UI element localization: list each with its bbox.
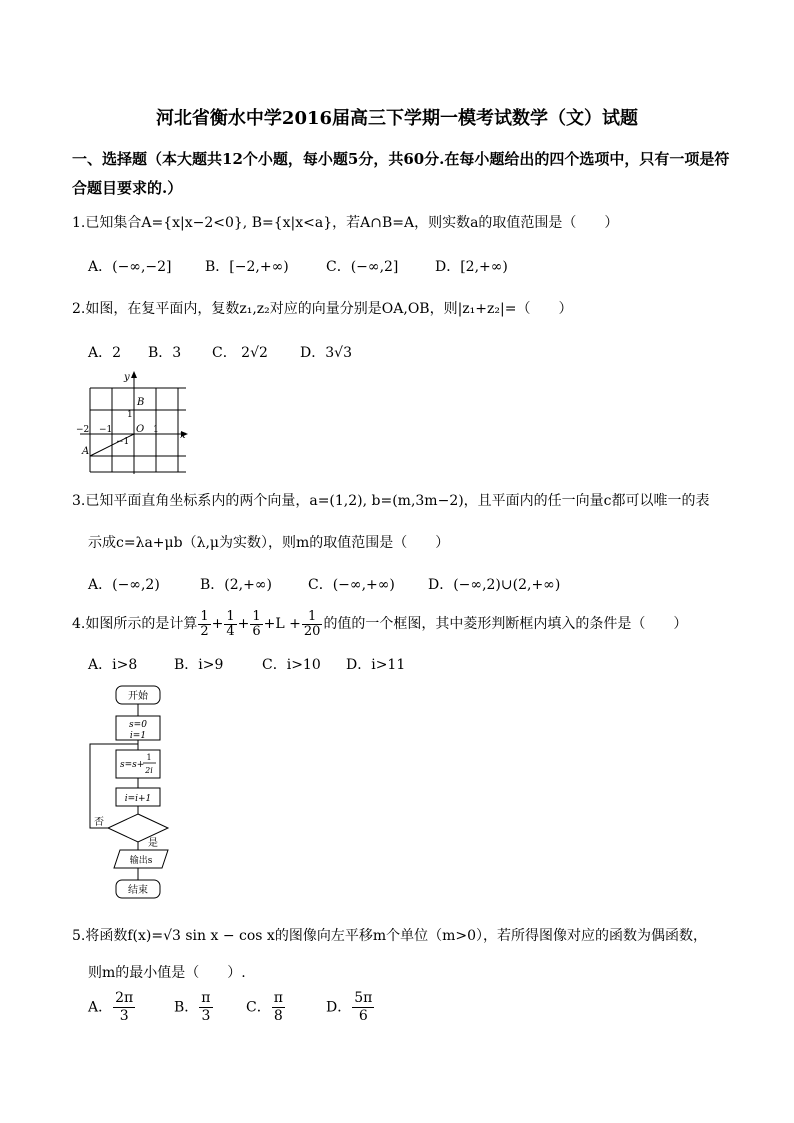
q5-option-c-num: π <box>273 990 283 1006</box>
question-3-line-1: 3.已知平面直角坐标系内的两个向量，a=(1,2), b=(m,3m−2)，且平面内的任一向量c都可以唯一的表 <box>72 493 710 509</box>
q5-option-b-label: B． <box>174 999 199 1016</box>
q1-option-c: C．(−∞,2] <box>326 259 399 275</box>
q5-option-d-den: 6 <box>358 1008 368 1024</box>
flow-start-label: 开始 <box>128 691 148 702</box>
q2-option-d-label: D． <box>300 345 326 361</box>
flow-update-num: 1 <box>146 753 152 762</box>
q5-option-d-label: D． <box>326 999 352 1016</box>
frac-1-20: $\frac{1}{20}$ <box>303 608 321 639</box>
flow-end-label: 结束 <box>128 885 148 896</box>
q4-option-c: C．i>10 <box>262 657 321 673</box>
question-1: 1.已知集合A={x|x−2<0}, B={x|x<a}，若A∩B=A，则实数a的取值范围是（ ） <box>72 215 619 231</box>
q2-option-d <box>300 342 352 362</box>
fig-point-a: A <box>82 446 90 457</box>
question-3-line-2: 示成c=λa+μb（λ,μ为实数），则m的取值范围是（ ） <box>88 535 450 551</box>
q1-option-a: A．(−∞,−2] <box>88 259 172 275</box>
q5-option-a-den: 3 <box>119 1008 129 1024</box>
fig-tick-1-y: 1 <box>127 410 133 420</box>
q5-option-d-frac <box>352 990 374 1025</box>
frac-1-2: $\frac{1}{2}$ <box>200 608 209 639</box>
q2-option-c <box>212 342 268 362</box>
q5-option-d-num: 5π <box>354 990 373 1006</box>
flow-update-lhs: s=s+ <box>120 760 145 770</box>
q2-option-c-value: 2√2 <box>241 345 268 361</box>
flow-update-den: 2i <box>145 766 153 775</box>
q2-option-b: B．3 <box>148 345 182 361</box>
fig-tick-neg2-x: −2 <box>76 425 90 435</box>
q3-option-c: C．(−∞,+∞) <box>308 577 395 593</box>
q4-prefix: 4.如图所示的是计算 <box>72 616 198 632</box>
frac-1-4: $\frac{1}{4}$ <box>226 608 235 639</box>
q5-option-a-num: 2π <box>115 990 134 1006</box>
q5-option-c-den: 8 <box>273 1008 283 1024</box>
q2-option-a: A．2 <box>88 345 122 361</box>
q3-option-a: A．(−∞,2) <box>88 577 160 593</box>
q4-option-b: B．i>9 <box>174 657 224 673</box>
q1-option-d: D．[2,+∞) <box>435 259 508 275</box>
q5-option-c-frac <box>272 990 285 1025</box>
flow-no-label: 否 <box>94 817 104 828</box>
q2-option-d-value: 3√3 <box>325 345 352 361</box>
flow-yes-label: 是 <box>148 838 158 849</box>
flow-init-s: s=0 <box>129 720 147 730</box>
q1-option-b: B．[−2,+∞) <box>205 259 289 275</box>
fig-tick-1-x: 1 <box>153 425 159 435</box>
fig-tick-neg1-y: −1 <box>116 437 130 447</box>
frac-1-6: $\frac{1}{6}$ <box>252 608 261 639</box>
q3-option-b: B．(2,+∞) <box>200 577 272 593</box>
q2-option-c-label: C． <box>212 345 237 361</box>
q5-option-c <box>246 990 286 1025</box>
question-2: 2.如图，在复平面内，复数z₁,z₂对应的向量分别是OA,OB，则|z₁+z₂|=（ ） <box>72 301 573 317</box>
fig-y-label: y <box>124 372 130 383</box>
flow-decision-diamond <box>108 814 168 842</box>
q4-option-d: D．i>11 <box>346 657 406 673</box>
fig-point-b: B <box>137 397 145 408</box>
complex-plane-figure <box>72 368 202 476</box>
q5-option-a-frac <box>113 990 135 1025</box>
q5-option-c-label: C． <box>246 999 271 1016</box>
fig-tick-neg1-x: −1 <box>99 425 113 435</box>
q5-option-b <box>174 990 214 1025</box>
flow-init-i: i=1 <box>129 731 147 741</box>
q5-option-a <box>88 990 136 1025</box>
q3-option-d: D．(−∞,2)∪(2,+∞) <box>428 577 561 593</box>
q4-option-a: A．i>8 <box>88 657 138 673</box>
flow-output-label: 输出s <box>129 856 153 866</box>
question-4: 4.如图所示的是计算 $\frac{1}{2}$ + $\frac{1}{4}$ + $\frac{1}{6}$ +L + $\frac{1}{20}$ 的值的一个框图，其中菱形判断框内填入的条件是（ ） <box>72 608 688 639</box>
question-5-line-2: 则m的最小值是（ ）. <box>88 965 246 981</box>
page-title: 河北省衡水中学2016届高三下学期一模考试数学（文）试题 <box>155 108 639 129</box>
question-5-line-1: 5.将函数f(x)=√3 sin x − cos x的图像向左平移m个单位（m>0），若所得图像对应的函数为偶函数， <box>72 928 708 944</box>
section-heading: 一、选择题（本大题共12个小题，每小题5分，共60分.在每小题给出的四个选项中，只有一项是符合题目要求的.） <box>72 150 730 197</box>
flow-increment-label: i=i+1 <box>124 794 152 804</box>
q5-option-a-label: A． <box>88 999 113 1016</box>
q5-option-b-den: 3 <box>201 1008 211 1024</box>
q5-option-d <box>326 990 375 1025</box>
fig-x-label: x <box>180 430 186 441</box>
flowchart-figure <box>86 684 186 906</box>
q4-suffix: 的值的一个框图，其中菱形判断框内填入的条件是（ ） <box>323 616 688 632</box>
q5-option-b-frac <box>199 990 212 1025</box>
fig-origin: O <box>136 424 145 435</box>
q5-option-b-num: π <box>201 990 211 1006</box>
